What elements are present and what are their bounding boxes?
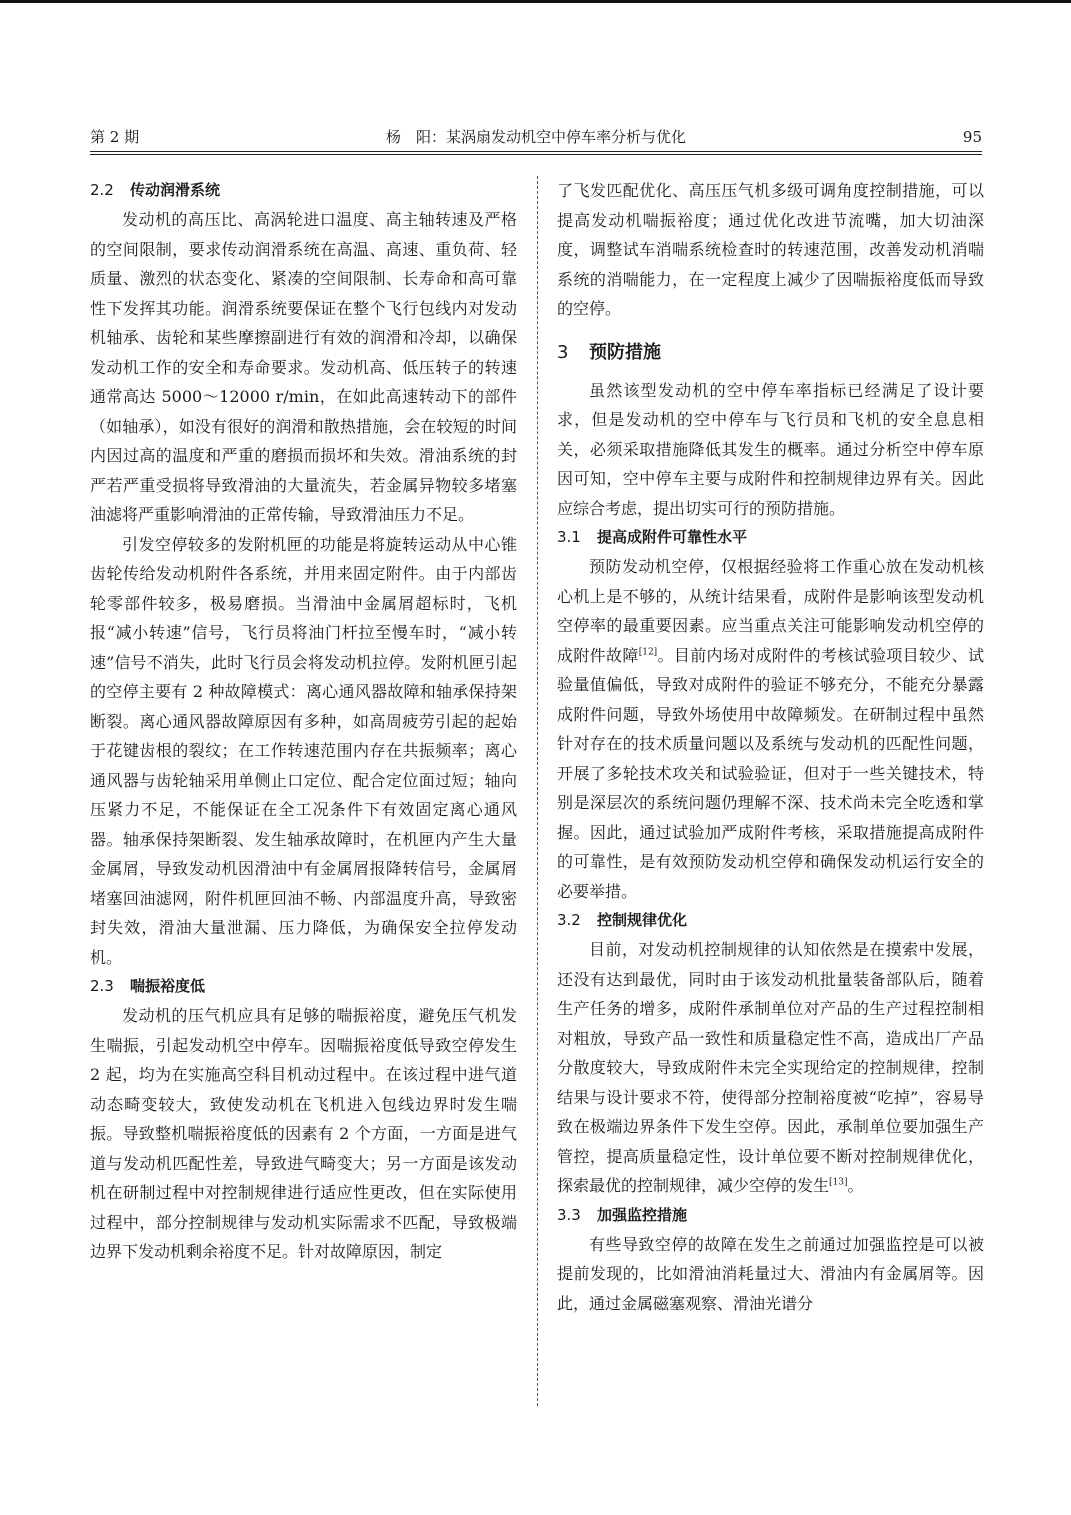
section-title: 喘振裕度低 xyxy=(130,977,206,995)
section-number: 3.2 xyxy=(557,911,581,929)
section-number: 3.1 xyxy=(557,528,581,546)
top-border-rule xyxy=(0,0,1071,3)
paragraph-text: 预防发动机空停，仅根据经验将工作重心放在发动机核心机上是不够的，从统计结果看，成附件是影响该型发动机空停率的最重要因素。应当重点关注可能影响发动机空停的成附件故障 xyxy=(557,557,984,665)
paragraph: 发动机的高压比、高涡轮进口温度、高主轴转速及严格的空间限制，要求传动润滑系统在高温、高速、重负荷、轻质量、激烈的状态变化、紧凑的空间限制、长寿命和高可靠性下发挥其功能。润滑系统要保证在整个飞行包线内对发动机轴承、齿轮和某些摩擦副进行有效的润滑和冷却，以确保发动机工作的安全和寿命要求。发动机高、低压转子的转速通常高达 5000～12000 r/min，在如此高速转动下的部件（如轴承），如没有很好的润滑和散热措施，会在较短的时间内因过高的温度和严重的磨损而损坏和失效。滑油系统的封严若严重受损将导致滑油的大量流失，若金属异物较多堵塞油滤将严重影响滑油的正常传输，导致滑油压力不足。 xyxy=(90,210,517,524)
right-column xyxy=(557,176,984,1318)
section-heading-3 xyxy=(557,336,984,370)
header-rule xyxy=(90,151,982,152)
paragraph-continued: 了飞发匹配优化、高压压气机多级可调角度控制措施，可以提高发动机喘振裕度；通过优化改进节流嘴，加大切油深度，调整试车消喘系统检查时的转速范围，改善发动机消喘系统的消喘能力，在一定程度上减少了因喘振裕度低而导致的空停。 xyxy=(557,181,984,318)
section-title: 提高成附件可靠性水平 xyxy=(597,528,748,546)
left-column xyxy=(90,176,517,1267)
running-header xyxy=(90,125,982,153)
paragraph: 有些导致空停的故障在发生之前通过加强监控是可以被提前发现的，比如滑油消耗量过大、滑油内有金属屑等。因此，通过金属磁塞观察、滑油光谱分 xyxy=(557,1234,984,1313)
section-heading-3-3 xyxy=(557,1201,984,1230)
header-rule-2 xyxy=(90,154,982,155)
paragraph xyxy=(557,935,984,1201)
section-title: 加强监控措施 xyxy=(597,1205,688,1224)
paragraph: 发动机的压气机应具有足够的喘振裕度，避免压气机发生喘振，引起发动机空中停车。因喘振裕度低导致空停发生 2 起，均为在实施高空科目机动过程中。在该过程中进气道动态畸变较大，致使发动机在飞机进入包线边界时发生喘振。导致整机喘振裕度低的因素有 2 个方面，一方面是进气道与发动机匹配性差，导致进气畸变大；另一方面是该发动机在研制过程中对控制规律进行适应性更改，但在实际使用过程中，部分控制规律与发动机实际需求不匹配，导致极端边界下发动机剩余裕度不足。针对故障原因，制定 xyxy=(90,1006,517,1261)
paragraph-text: 目前，对发动机控制规律的认知依然是在摸索中发展，还没有达到最优，同时由于该发动机批量装备部队后，随着生产任务的增多，成附件承制单位对产品的生产过程控制相对粗放，导致产品一致性和质量稳定性不高，造成出厂产品分散度较大，导致成附件未完全实现给定的控制规律，控制结果与设计要求不符，使得部分控制裕度被“吃掉”，容易导致在极端边界条件下发生空停。因此，承制单位要加强生产管控，提高质量稳定性，设计单位要不断对控制规律优化，探索最优的控制规律，减少空停的发生 xyxy=(557,940,984,1195)
column-divider xyxy=(537,176,538,1406)
citation-ref: [13] xyxy=(829,1177,848,1188)
section-number: 3.3 xyxy=(557,1205,581,1224)
paragraph xyxy=(557,552,984,906)
page-number: 95 xyxy=(962,128,982,146)
section-heading-3-2 xyxy=(557,906,984,935)
section-title: 控制规律优化 xyxy=(597,911,688,929)
section-title: 传动润滑系统 xyxy=(130,181,221,199)
section-heading-2-3 xyxy=(90,972,517,1001)
issue-number: 第 2 期 xyxy=(90,128,140,146)
section-number: 2.2 xyxy=(90,181,114,199)
section-heading-3-1 xyxy=(557,523,984,552)
section-number: 2.3 xyxy=(90,977,114,995)
section-number: 3 xyxy=(557,341,569,363)
section-heading-2-2 xyxy=(90,176,517,205)
paragraph-text: 。目前内场对成附件的考核试验项目较少、试验量值偏低，导致对成附件的验证不够充分，不能充分暴露成附件问题，导致外场使用中故障频发。在研制过程中虽然针对存在的技术质量问题以及系统与发动机的匹配性问题，开展了多轮技术攻关和试验验证，但对于一些关键技术，特别是深层次的系统问题仍理解不深、技术尚未完全吃透和掌握。因此，通过试验加严成附件考核，采取措施提高成附件的可靠性，是有效预防发动机空停和确保发动机运行安全的必要举措。 xyxy=(557,645,984,901)
section-title: 预防措施 xyxy=(589,341,661,363)
citation-ref: [12] xyxy=(638,647,658,658)
paragraph-text: 。 xyxy=(847,1176,864,1195)
running-title: 杨 阳：某涡扇发动机空中停车率分析与优化 xyxy=(385,128,686,146)
paragraph: 虽然该型发动机的空中停车率指标已经满足了设计要求，但是发动机的空中停车与飞行员和飞机的安全息息相关，必须采取措施降低其发生的概率。通过分析空中停车原因可知，空中停车主要与成附件和控制规律边界有关。因此应综合考虑，提出切实可行的预防措施。 xyxy=(557,380,984,518)
paragraph: 引发空停较多的发附机匣的功能是将旋转运动从中心锥齿轮传给发动机附件各系统，并用来固定附件。由于内部齿轮零部件较多，极易磨损。当滑油中金属屑超标时，飞机报“减小转速”信号，飞行员将油门杆拉至慢车时，“减小转速”信号不消失，此时飞行员会将发动机拉停。发附机匣引起的空停主要有 2 种故障模式：离心通风器故障和轴承保持架断裂。离心通风器故障原因有多种，如高周疲劳引起的起始于花键齿根的裂纹；在工作转速范围内存在共振频率；离心通风器与齿轮轴采用单侧止口定位、配合定位面过短；轴向压紧力不足，不能保证在全工况条件下有效固定离心通风器。轴承保持架断裂、发生轴承故障时，在机匣内产生大量金属屑，导致发动机因滑油中有金属屑报降转信号，金属屑堵塞回油滤网，附件机匣回油不畅、内部温度升高，导致密封失效，滑油大量泄漏、压力降低，为确保安全拉停发动机。 xyxy=(90,534,517,967)
